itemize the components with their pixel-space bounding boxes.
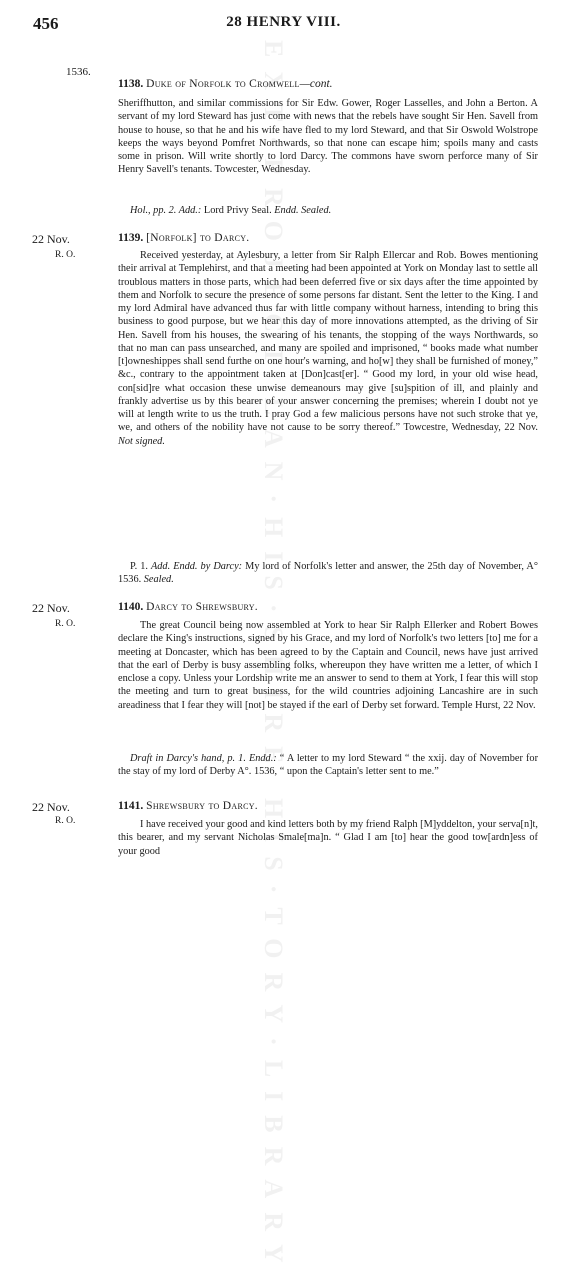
entry-body (118, 97, 538, 177)
desc-italic: Add. Endd. by Darcy: (150, 561, 243, 572)
desc-italic: Hol., pp. 2. Add.: (130, 205, 202, 216)
margin-date: 22 Nov. (32, 601, 70, 615)
watermark-text: EXT·PROJECT LAN·HIS·SHIRE HIS·TORY·LIBRARY (259, 40, 288, 1277)
entry-heading (118, 232, 538, 244)
margin-source: R. O. (55, 250, 76, 260)
entry-description (118, 752, 538, 779)
entry-body (118, 249, 538, 448)
entry-body (118, 619, 538, 712)
desc-text: My lord of Norfolk's letter and answer, the 25th day of November, A° 1536. (118, 561, 538, 586)
running-head: 28 HENRY VIII. (226, 14, 341, 30)
entry-number: 1138. (118, 78, 144, 90)
page-header (0, 6, 567, 36)
desc-italic-end: Sealed. (143, 574, 174, 586)
entry-title: Shrewsbury to Darcy. (146, 800, 258, 812)
desc-text: “ A letter to my lord Steward “ the xxij. day of November for the stay of my lord of Derby A°. 1536, “ upon the Captain's letter sent to me.” (118, 753, 538, 778)
margin-date: 22 Nov. (32, 232, 70, 246)
entry-heading (118, 78, 538, 90)
entry-body-text: I have received your good and kind letters both by my friend Ralph [M]yddelton, your serva[n]t, this bearer, and my servant Nicholas Smale[ma]n. “ Glad I am [to] hear the good tow[ardn]ess of your good (118, 819, 538, 857)
entry-title: Duke of Norfolk to Cromwell (146, 78, 300, 90)
entry-body (118, 818, 538, 858)
year-label: 1536. (66, 66, 91, 78)
entry-number: 1140. (118, 601, 144, 613)
entry-heading (118, 601, 538, 613)
margin-source: R. O. (55, 619, 76, 629)
desc-text: Lord Privy Seal. (201, 205, 275, 216)
entry-body-text: Sheriffhutton, and similar commissions for Sir Edw. Gower, Roger Lasselles, and John a Berton. A servant of my lord Steward has just come with news that the rebels have sought Sir Hen. Savell from house to house, so that he and his wife have fled to my lord Steward, and that Sir Oswold Wolstrope keeps the ways beyond Pomfret Northwards, so that none can escape him; spoils many and casts some in prison. Will write shortly to lord Darcy. The commons have sworn perforce many of Sir Henry Savell's tenants. Towcester, Wednesday. (118, 98, 538, 176)
entry-description (118, 560, 538, 587)
entry-body-text: The great Council being now assembled at York to hear Sir Ralph Ellerker and Robert Bowes declare the King's instructions, signed by his Grace, and my lord of Norfolk's two letters [to] me for a meeting at Doncaster, which has been agreed to by the Captain and Council, news have just arrived that the earl of Derby is busy assembling folks, whereupon they have written me a letter, of which I enclose a copy. Unless your Lordship write me an answer to send to them at York, I fear this will stop the meeting and turn to great business, for the wild countries adjoining Lancashire are in such areadiness that I fear they will [not] be stayed if the earl of Derby set forward. Temple Hurst, 22 Nov. (118, 620, 538, 711)
entry-description (118, 204, 538, 217)
entry-heading (118, 800, 538, 812)
entry-number: 1141. (118, 800, 144, 812)
entry-body-text: Received yesterday, at Aylesbury, a letter from Sir Ralph Ellercar and Rob. Bowes mentioning their arrival at Templehirst, and that a meeting had been appointed at York on Monday last to settle all troublous matters in those parts, which had been deferred five or six days after the time appointed by them and Norfolk to secure the presence of some persons far distant. Sent the letter to the King. I and my lord Admiral have advanced thus far with little company without harness, intending to bring this business to good purpose, but we hear this day of more innovations attempted, as the driving of Sir Hen. Savell from his houses, the swearing of his tenants, the stopping of the ways Northwards, so that no man can pass unsearched, and many are spoiled and imprisoned, “ books made what number [t]owneshippes shall send furthe on one hour's warning, and ho[w] they shall be furnished of money,” &c., contrary to the appointment taken at [Don]cast[er]. “ Good my lord, in your old wise head, con[sid]re what occasion these unwise demeanours may give [su]spition of ill, and plainly and frankly advertise us by this bearer of your answer concerning the premises; wherein I doubt not ye will at length write to us the truth. I pray God a few malicious persons have not such stroke that ye, we, and others of the nobility have not cause to be sorry thereof.” Towcestre, Wednesday, 22 Nov. (118, 250, 539, 434)
desc-italic-end: Endd. Sealed. (274, 205, 332, 216)
page-number: 456 (33, 14, 59, 33)
entry-number: 1139. (118, 232, 144, 244)
margin-source: R. O. (55, 816, 76, 826)
entry-title: Darcy to Shrewsbury. (146, 601, 258, 613)
entry-body-italic-end: Not signed. (118, 435, 165, 447)
desc-italic: Draft in Darcy's hand, p. 1. Endd.: (130, 753, 277, 764)
entry-title-suffix: —cont. (299, 78, 333, 90)
desc-prefix: P. 1. (130, 561, 151, 572)
entry-title: [Norfolk] to Darcy. (146, 232, 250, 244)
margin-date: 22 Nov. (32, 800, 70, 814)
